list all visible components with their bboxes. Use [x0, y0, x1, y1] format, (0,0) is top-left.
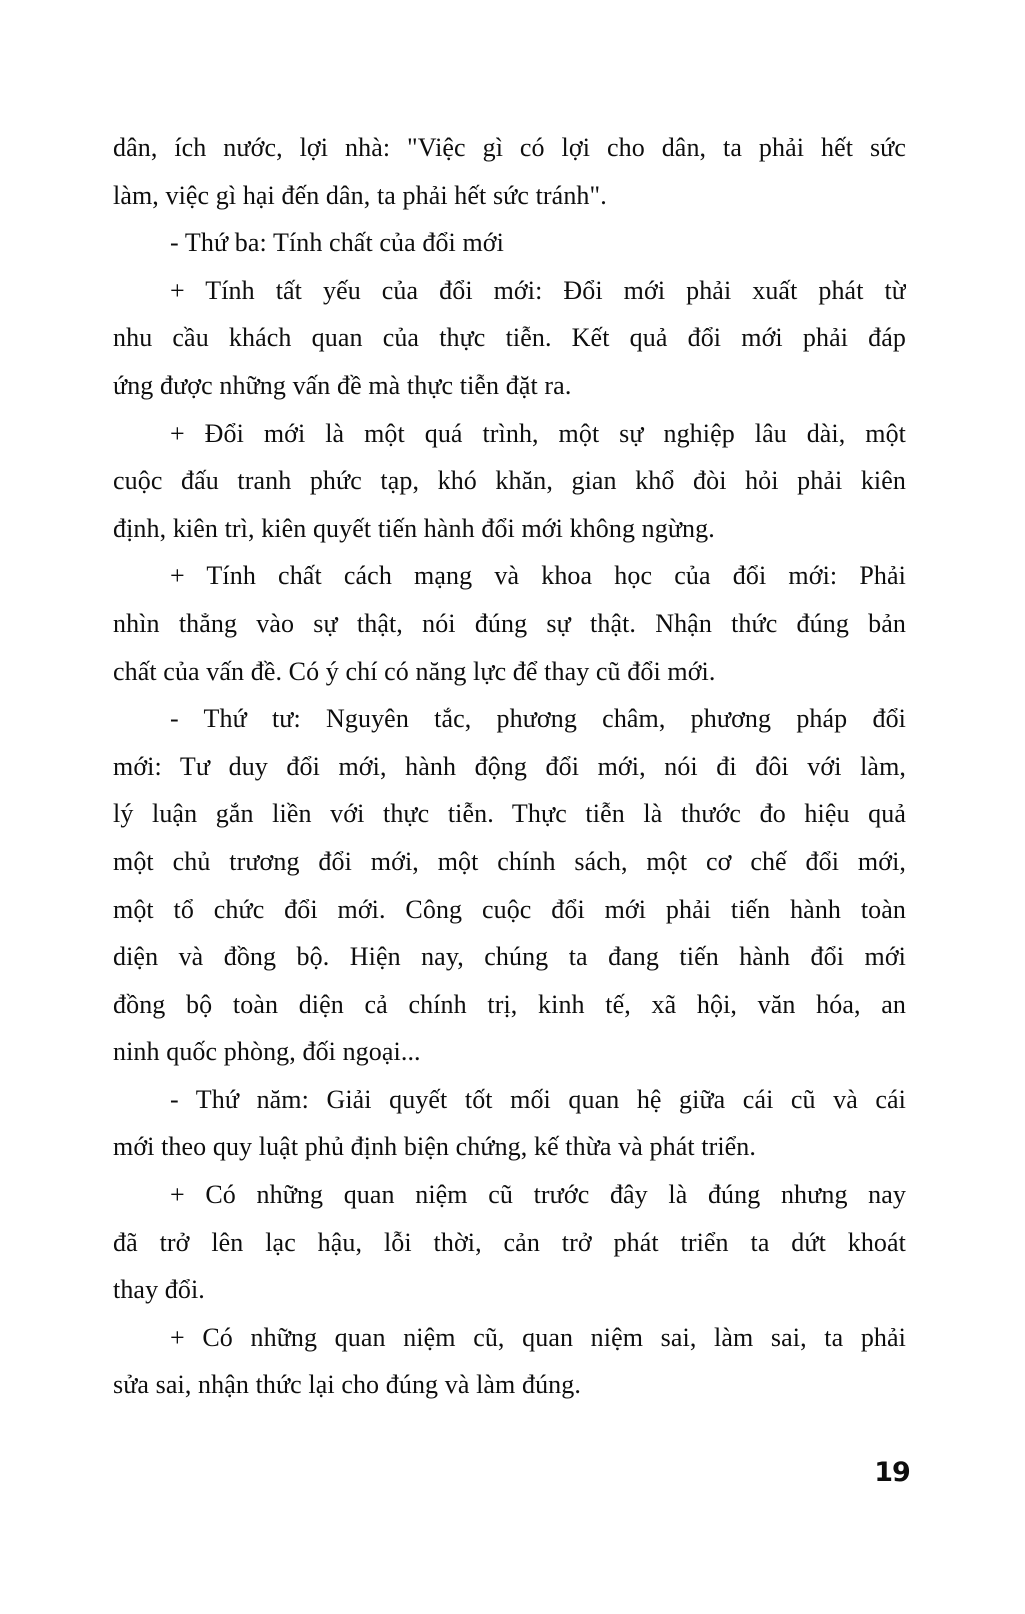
page-text: [113, 124, 906, 1409]
text-line: + Có những quan niệm cũ, quan niệm sai, làm sai, ta phải: [170, 1322, 906, 1352]
text-line: chất của vấn đề. Có ý chí có năng lực để thay cũ đổi mới.: [113, 656, 716, 686]
text-line: mới theo quy luật phủ định biện chứng, kế thừa và phát triển.: [113, 1132, 757, 1162]
text-line: lý luận gắn liền với thực tiễn. Thực tiễn là thước đo hiệu quả: [113, 799, 906, 829]
text-line: một tổ chức đổi mới. Công cuộc đổi mới phải tiến hành toàn: [113, 894, 906, 924]
text-line: + Có những quan niệm cũ trước đây là đúng nhưng nay: [170, 1180, 906, 1210]
text-line: ứng được những vấn đề mà thực tiễn đặt ra.: [113, 370, 572, 400]
text-line: định, kiên trì, kiên quyết tiến hành đổi mới không ngừng.: [113, 513, 715, 543]
text-line: nhu cầu khách quan của thực tiễn. Kết quả đổi mới phải đáp: [113, 323, 906, 353]
text-line: - Thứ năm: Giải quyết tốt mối quan hệ giữa cái cũ và cái: [170, 1084, 906, 1114]
text-line: mới: Tư duy đổi mới, hành động đổi mới, nói đi đôi với làm,: [113, 751, 906, 781]
text-line: dân, ích nước, lợi nhà: "Việc gì có lợi cho dân, ta phải hết sức: [113, 133, 906, 162]
text-line: + Tính tất yếu của đổi mới: Đổi mới phải xuất phát từ: [170, 275, 906, 305]
text-line: diện và đồng bộ. Hiện nay, chúng ta đang tiến hành đổi mới: [113, 942, 906, 972]
text-line: + Tính chất cách mạng và khoa học của đổi mới: Phải: [170, 561, 906, 591]
text-line: ninh quốc phòng, đối ngoại...: [113, 1037, 421, 1067]
text-line: + Đổi mới là một quá trình, một sự nghiệp lâu dài, một: [170, 418, 906, 448]
page-number: 19: [874, 1457, 910, 1488]
text-line: một chủ trương đổi mới, một chính sách, một cơ chế đổi mới,: [113, 846, 906, 876]
text-line: nhìn thẳng vào sự thật, nói đúng sự thật. Nhận thức đúng bản: [113, 608, 906, 638]
text-line: sửa sai, nhận thức lại cho đúng và làm đúng.: [113, 1370, 581, 1400]
text-line: làm, việc gì hại đến dân, ta phải hết sức tránh".: [113, 180, 607, 210]
text-line: - Thứ tư: Nguyên tắc, phương châm, phương pháp đổi: [170, 704, 906, 734]
text-line: - Thứ ba: Tính chất của đổi mới: [170, 228, 504, 258]
text-line: thay đổi.: [113, 1275, 205, 1305]
text-line: đã trở lên lạc hậu, lỗi thời, cản trở phát triển ta dứt khoát: [113, 1227, 906, 1257]
text-line: cuộc đấu tranh phức tạp, khó khăn, gian khổ đòi hỏi phải kiên: [113, 466, 906, 496]
text-line: đồng bộ toàn diện cả chính trị, kinh tế, xã hội, văn hóa, an: [113, 989, 906, 1019]
